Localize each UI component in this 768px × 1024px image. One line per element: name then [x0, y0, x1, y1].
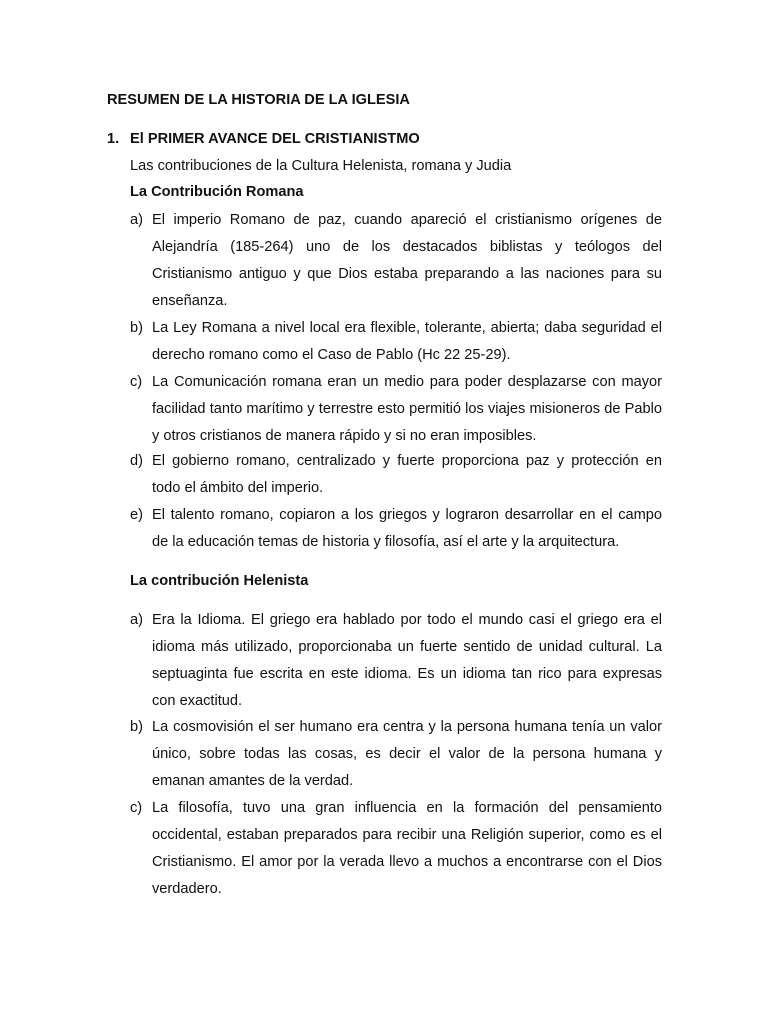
- list-marker: c): [130, 374, 143, 390]
- subheading-romana: La Contribución Romana: [130, 184, 304, 200]
- document-title: RESUMEN DE LA HISTORIA DE LA IGLESIA: [107, 92, 410, 108]
- list-item-romana-e: [130, 502, 662, 556]
- list-item-text: La cosmovisión el ser humano era centra y la persona humana tenía un valor único, sobre todas las cosas, es decir el valor de la persona humana y emanan amantes de la verdad.: [152, 719, 662, 789]
- list-item-text: La Comunicación romana eran un medio para poder desplazarse con mayor facilidad tanto marítimo y terrestre esto permitió los viajes misioneros de Pablo y otros cristianos de manera rápido y si no eran imposibles.: [152, 374, 662, 444]
- list-item-helenista-a: [130, 607, 662, 715]
- subheading-helenista: La contribución Helenista: [130, 573, 309, 589]
- list-item-helenista-b: [130, 714, 662, 795]
- list-item-text: El talento romano, copiaron a los griegos y lograron desarrollar en el campo de la educación temas de historia y filosofía, así el arte y la arquitectura.: [152, 507, 662, 550]
- list-marker: b): [130, 719, 143, 735]
- list-item-romana-b: [130, 315, 662, 369]
- list-item-text: El imperio Romano de paz, cuando apareció el cristianismo orígenes de Alejandría (185-264) uno de los destacados biblistas y teólogos del Cristianismo antiguo y que Dios estaba preparando a las naciones para su enseñanza.: [152, 212, 662, 309]
- list-item-text: La Ley Romana a nivel local era flexible, tolerante, abierta; daba seguridad el derecho romano como el Caso de Pablo (Hc 22 25-29).: [152, 320, 662, 363]
- section-number: 1.: [107, 131, 120, 147]
- list-marker: a): [130, 212, 143, 228]
- list-marker: d): [130, 453, 143, 469]
- list-item-helenista-c: [130, 795, 662, 903]
- list-item-text: Era la Idioma. El griego era hablado por todo el mundo casi el griego era el idioma más utilizado, proporcionaba un fuerte sentido de unidad cultural. La septuaginta fue escrita en este idioma. Es un idioma tan rico para expresas con exactitud.: [152, 612, 662, 709]
- list-item-romana-c: [130, 369, 662, 450]
- list-item-romana-a: [130, 207, 662, 315]
- list-marker: a): [130, 612, 143, 628]
- list-item-text: La filosofía, tuvo una gran influencia en la formación del pensamiento occidental, estaban preparados para recibir una Religión superior, como es el Cristianismo. El amor por la verada llevo a muchos a encontrarse con el Dios verdadero.: [152, 800, 662, 897]
- section-intro: Las contribuciones de la Cultura Helenista, romana y Judia: [130, 158, 512, 174]
- list-marker: e): [130, 507, 143, 523]
- list-item-romana-d: [130, 448, 662, 502]
- section-heading: [107, 131, 420, 147]
- list-item-text: El gobierno romano, centralizado y fuerte proporciona paz y protección en todo el ámbito del imperio.: [152, 453, 662, 496]
- list-marker: b): [130, 320, 143, 336]
- list-marker: c): [130, 800, 143, 816]
- section-heading-text: El PRIMER AVANCE DEL CRISTIANISTMO: [130, 131, 420, 147]
